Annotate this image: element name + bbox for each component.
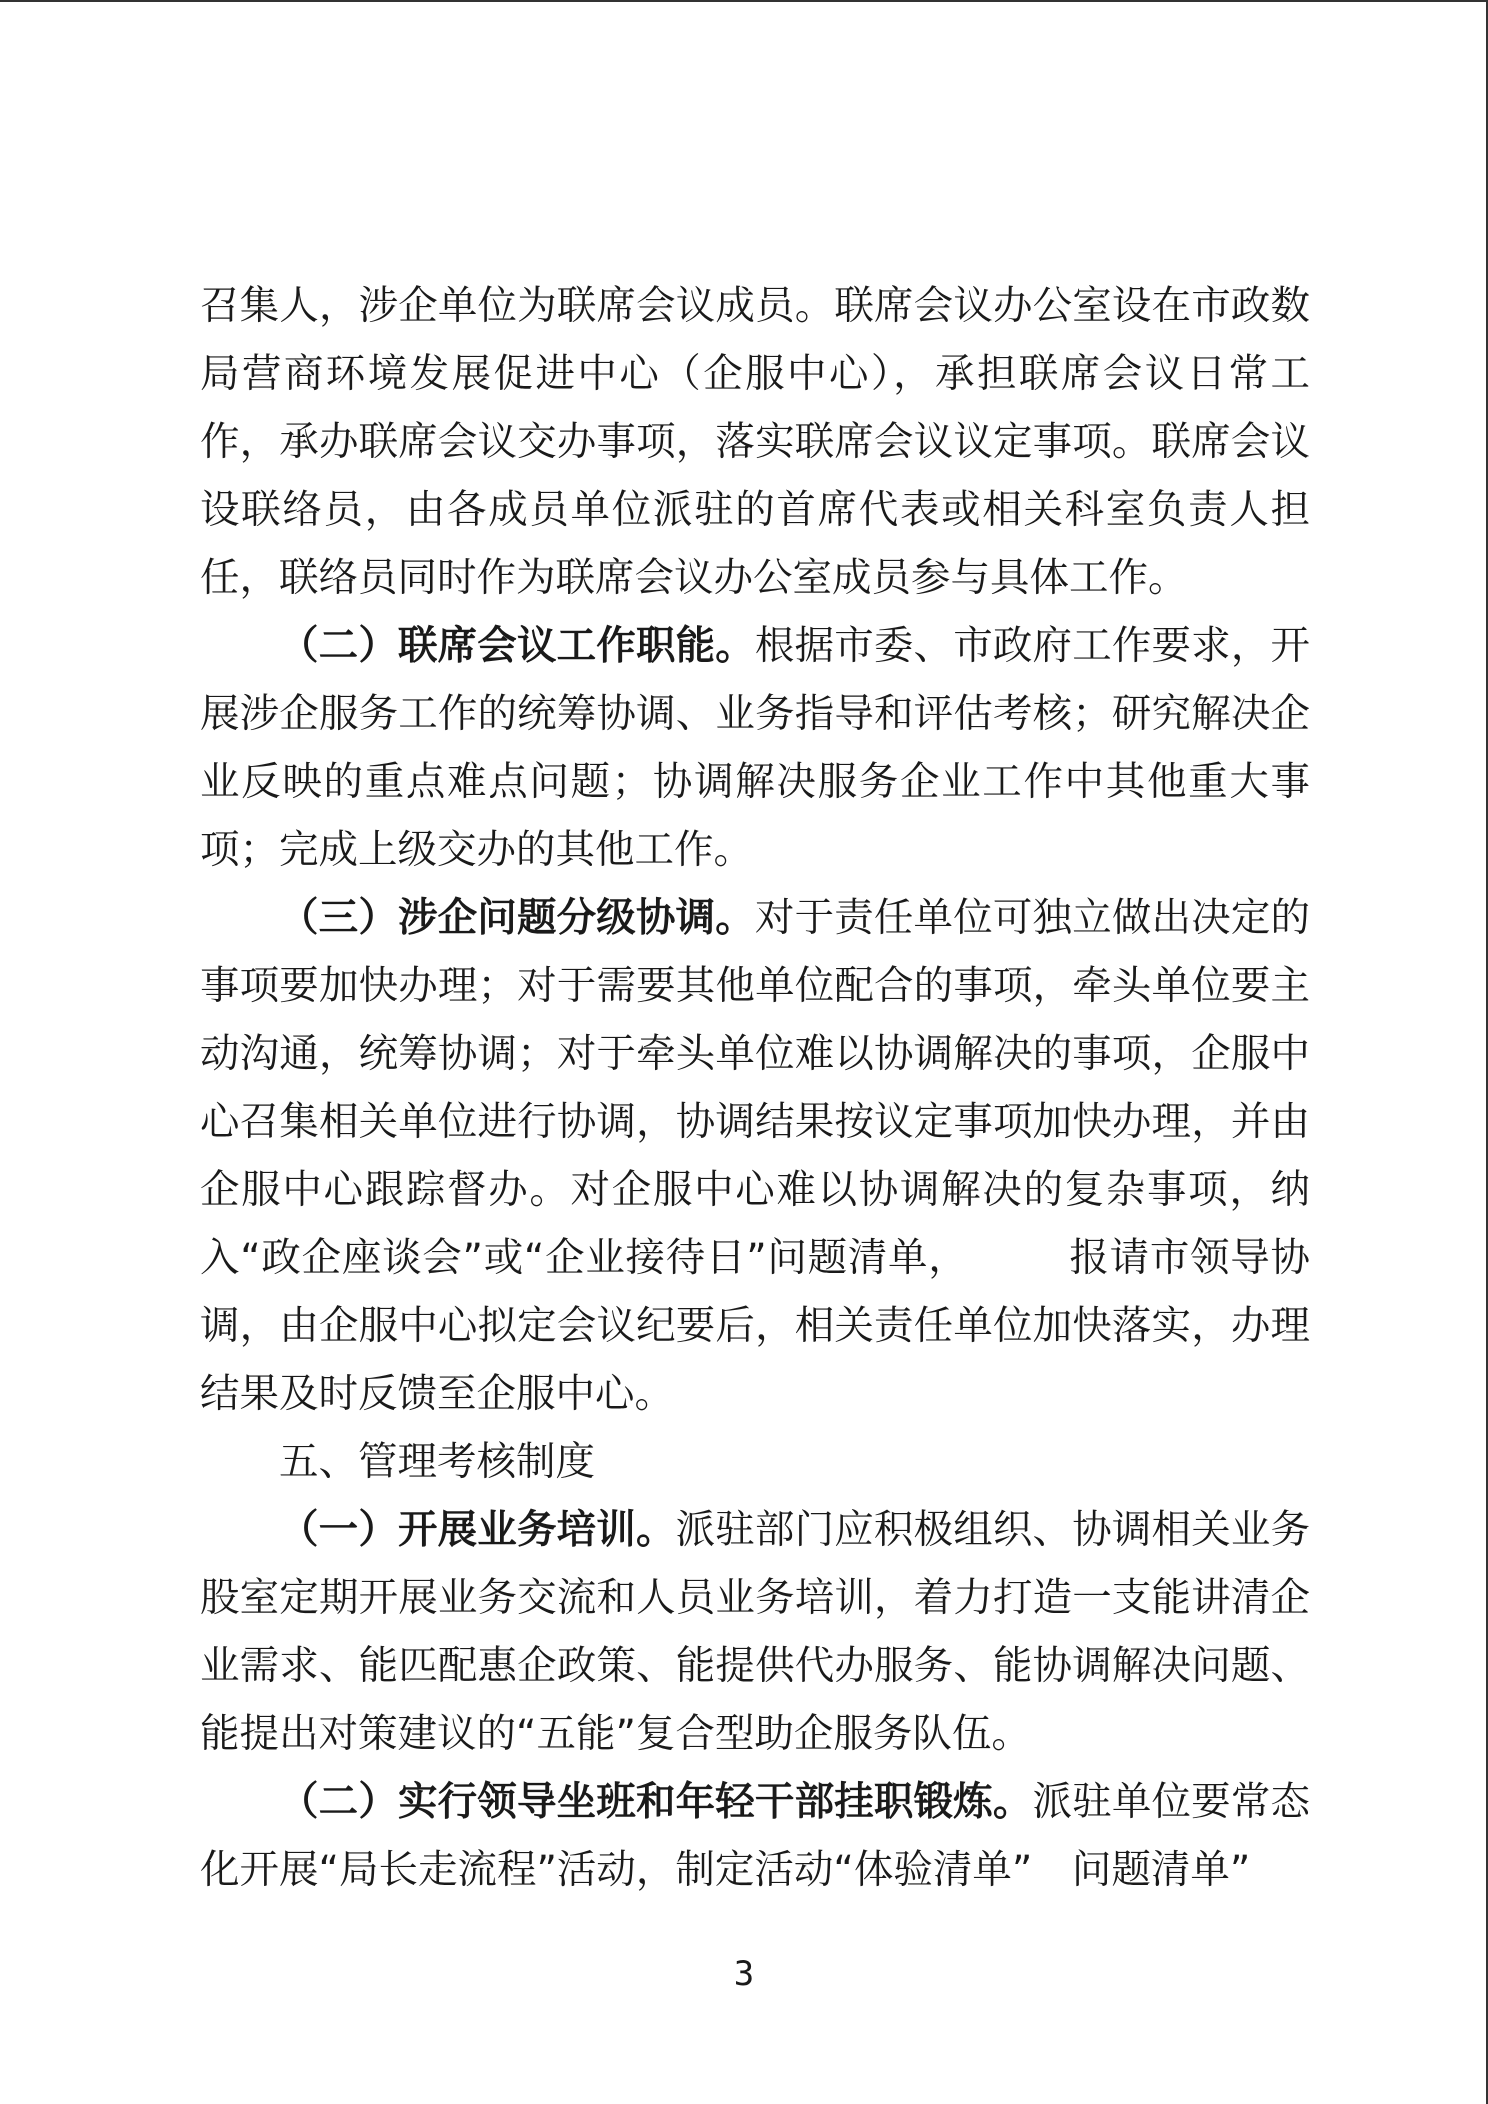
paragraph-leadership-duty — [200, 1768, 1310, 1904]
paragraph-text: 召集人，涉企单位为联席会议成员。联席会议办公室设在市政数局营商环境发展促进中心（企服中心），承担联席会议日常工作，承办联席会议交办事项，落实联席会议议定事项。联席会议设联络员，由各成员单位派驻的首席代表或相关科室负责人担任，联络员同时作为联席会议办公室成员参与具体工作。 — [200, 283, 1310, 601]
paragraph-lead: （一）开展业务培训。 — [279, 1507, 676, 1553]
paragraph-text: 根据市委、市政府工作要求，开展涉企服务工作的统筹协调、业务指导和评估考核；研究解决企业反映的重点难点问题；协调解决服务企业工作中其他重大事项；完成上级交办的其他工作。 — [200, 623, 1311, 873]
paragraph-lead: （二）实行领导坐班和年轻干部挂职锻炼。 — [279, 1779, 1033, 1825]
section-heading-text: 五、管理考核制度 — [279, 1439, 595, 1485]
paragraph-tiered-coordination — [200, 884, 1310, 1428]
section-heading-management — [200, 1428, 1310, 1496]
paragraph-lead: （三）涉企问题分级协调。 — [279, 895, 755, 941]
top-border — [0, 0, 1488, 2]
document-body — [200, 272, 1310, 1904]
paragraph-business-training — [200, 1496, 1310, 1768]
paragraph-text: 派驻部门应积极组织、协调相关业务股室定期开展业务交流和人员业务培训，着力打造一支能讲清企业需求、能匹配惠企政策、能提供代办服务、能协调解决问题、能提出对策建议的“五能”复合型助企服务队伍。 — [200, 1507, 1311, 1757]
paragraph-text: 对于责任单位可独立做出决定的事项要加快办理；对于需要其他单位配合的事项，牵头单位要主动沟通，统筹协调；对于牵头单位难以协调解决的事项，企服中心召集相关单位进行协调，协调结果按议定事项加快办理，并由企服中心跟踪督办。对企服中心难以协调解决的复杂事项，纳入“政企座谈会”或“企业接待日”问题清单， 报请市领导协调，由企服中心拟定会议纪要后，相关责任单位加快落实，办理结果及时反馈至企服中心。 — [200, 895, 1311, 1417]
paragraph-text: 派驻单位要常态化开展“局长走流程”活动，制定活动“体验清单” 问题清单” — [200, 1779, 1311, 1893]
page-number: 3 — [733, 1954, 755, 1994]
paragraph-joint-meeting-members — [200, 272, 1310, 612]
paragraph-lead: （二）联席会议工作职能。 — [279, 623, 755, 669]
paragraph-joint-meeting-functions — [200, 612, 1310, 884]
